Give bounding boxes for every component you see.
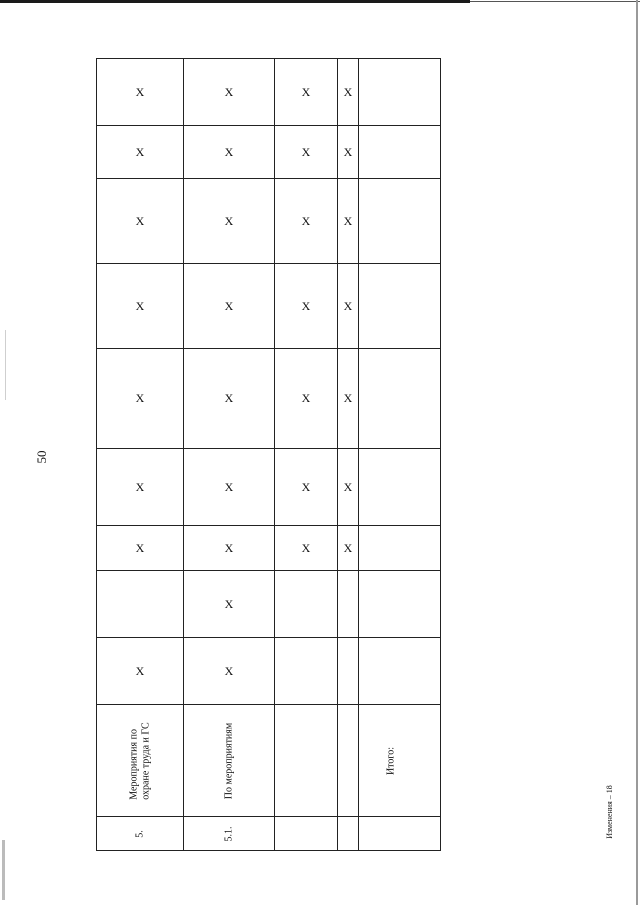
cell-r4-c8 [338, 264, 359, 349]
cell-r5-c6 [359, 449, 441, 526]
cell-r5-c8 [359, 264, 441, 349]
cell-r4-num [338, 817, 359, 851]
cell-r2-c10 [184, 126, 275, 179]
cell-r2-c9 [184, 179, 275, 264]
cell-r1-num [97, 817, 184, 851]
cross-mark: X [224, 540, 234, 555]
total-label: Итого: [385, 746, 397, 775]
cross-mark: X [224, 596, 234, 611]
cross-mark: X [135, 540, 145, 555]
cross-mark: X [135, 479, 145, 494]
cell-r1-c5 [97, 526, 184, 571]
cross-mark: X [301, 298, 311, 313]
cell-r3-title [275, 705, 338, 817]
cell-r3-c7 [275, 349, 338, 449]
cell-r5-c10 [359, 126, 441, 179]
cross-mark: X [135, 298, 145, 313]
cell-r2-c6 [184, 449, 275, 526]
cross-mark: X [135, 84, 145, 99]
cell-r1-c10 [97, 126, 184, 179]
page-number: 50 [34, 450, 49, 464]
cell-r4-c5 [338, 526, 359, 571]
cross-mark: X [224, 213, 234, 228]
cell-r2-c3 [184, 638, 275, 705]
row-number: 5. [134, 829, 146, 838]
cell-r1-c4 [97, 571, 184, 638]
row-title-line1: По мероприятиям [223, 722, 235, 799]
cell-r3-c8 [275, 264, 338, 349]
cell-r4-title [338, 705, 359, 817]
scan-edge-top-thin [470, 1, 640, 2]
cell-r5-c3 [359, 638, 441, 705]
cell-r5-c4 [359, 571, 441, 638]
cell-r3-c3 [275, 638, 338, 705]
cross-mark: X [343, 540, 353, 555]
cell-r4-c7 [338, 349, 359, 449]
cell-r2-title [184, 705, 275, 817]
cross-mark: X [301, 479, 311, 494]
cross-mark: X [301, 213, 311, 228]
row-title-line1: Мероприятия по [128, 728, 140, 800]
scan-edge-left-lower [2, 840, 5, 900]
cross-mark: X [301, 144, 311, 159]
cell-r2-num [184, 817, 275, 851]
cell-r5-c9 [359, 179, 441, 264]
cell-r1-c8 [97, 264, 184, 349]
footer-revision-note: Изменения – 18 [605, 785, 614, 839]
rotated-table [96, 58, 441, 851]
cross-mark: X [135, 391, 145, 405]
cross-mark: X [343, 144, 353, 159]
cell-r5-c5 [359, 526, 441, 571]
scan-edge-right [636, 0, 638, 905]
cell-r1-c7 [97, 349, 184, 449]
cell-r3-c11 [275, 59, 338, 126]
cell-r2-c4 [184, 571, 275, 638]
scan-edge-top [0, 0, 470, 3]
cross-mark: X [301, 84, 311, 99]
cell-r4-c4 [338, 571, 359, 638]
row-number: 5.1. [223, 826, 235, 841]
cell-r1-c9 [97, 179, 184, 264]
cell-r3-c9 [275, 179, 338, 264]
cell-r4-c6 [338, 449, 359, 526]
cell-r2-c8 [184, 264, 275, 349]
cross-mark: X [135, 144, 145, 159]
row-title-line2: охране труда и ГС [140, 721, 151, 800]
scan-edge-left [5, 330, 6, 400]
cell-r3-c5 [275, 526, 338, 571]
cross-mark: X [224, 479, 234, 494]
cross-mark: X [135, 663, 145, 678]
cross-mark: X [135, 213, 145, 228]
cell-r1-c3 [97, 638, 184, 705]
cross-mark: X [224, 391, 234, 405]
cell-r5-c11 [359, 59, 441, 126]
cross-mark: X [224, 144, 234, 159]
cross-mark: X [343, 391, 353, 405]
cross-mark: X [343, 84, 353, 99]
cell-r4-c10 [338, 126, 359, 179]
cross-mark: X [343, 479, 353, 494]
cell-r3-c4 [275, 571, 338, 638]
cross-mark: X [343, 298, 353, 313]
cross-mark: X [343, 213, 353, 228]
cross-mark: X [224, 298, 234, 313]
cell-r5-num [359, 817, 441, 851]
cross-mark: X [224, 84, 234, 99]
cell-r2-c7 [184, 349, 275, 449]
cell-r1-title [97, 705, 184, 817]
cross-mark: X [301, 540, 311, 555]
cell-r3-c6 [275, 449, 338, 526]
cell-r1-c11 [97, 59, 184, 126]
cell-r5-title [359, 705, 441, 817]
cell-r1-c6 [97, 449, 184, 526]
cell-r4-c3 [338, 638, 359, 705]
cross-mark: X [224, 663, 234, 678]
cell-r4-c11 [338, 59, 359, 126]
cell-r4-c9 [338, 179, 359, 264]
cell-r5-c7 [359, 349, 441, 449]
cell-r2-c5 [184, 526, 275, 571]
cell-r2-c11 [184, 59, 275, 126]
cell-r3-num [275, 817, 338, 851]
cross-mark: X [301, 391, 311, 405]
cell-r3-c10 [275, 126, 338, 179]
